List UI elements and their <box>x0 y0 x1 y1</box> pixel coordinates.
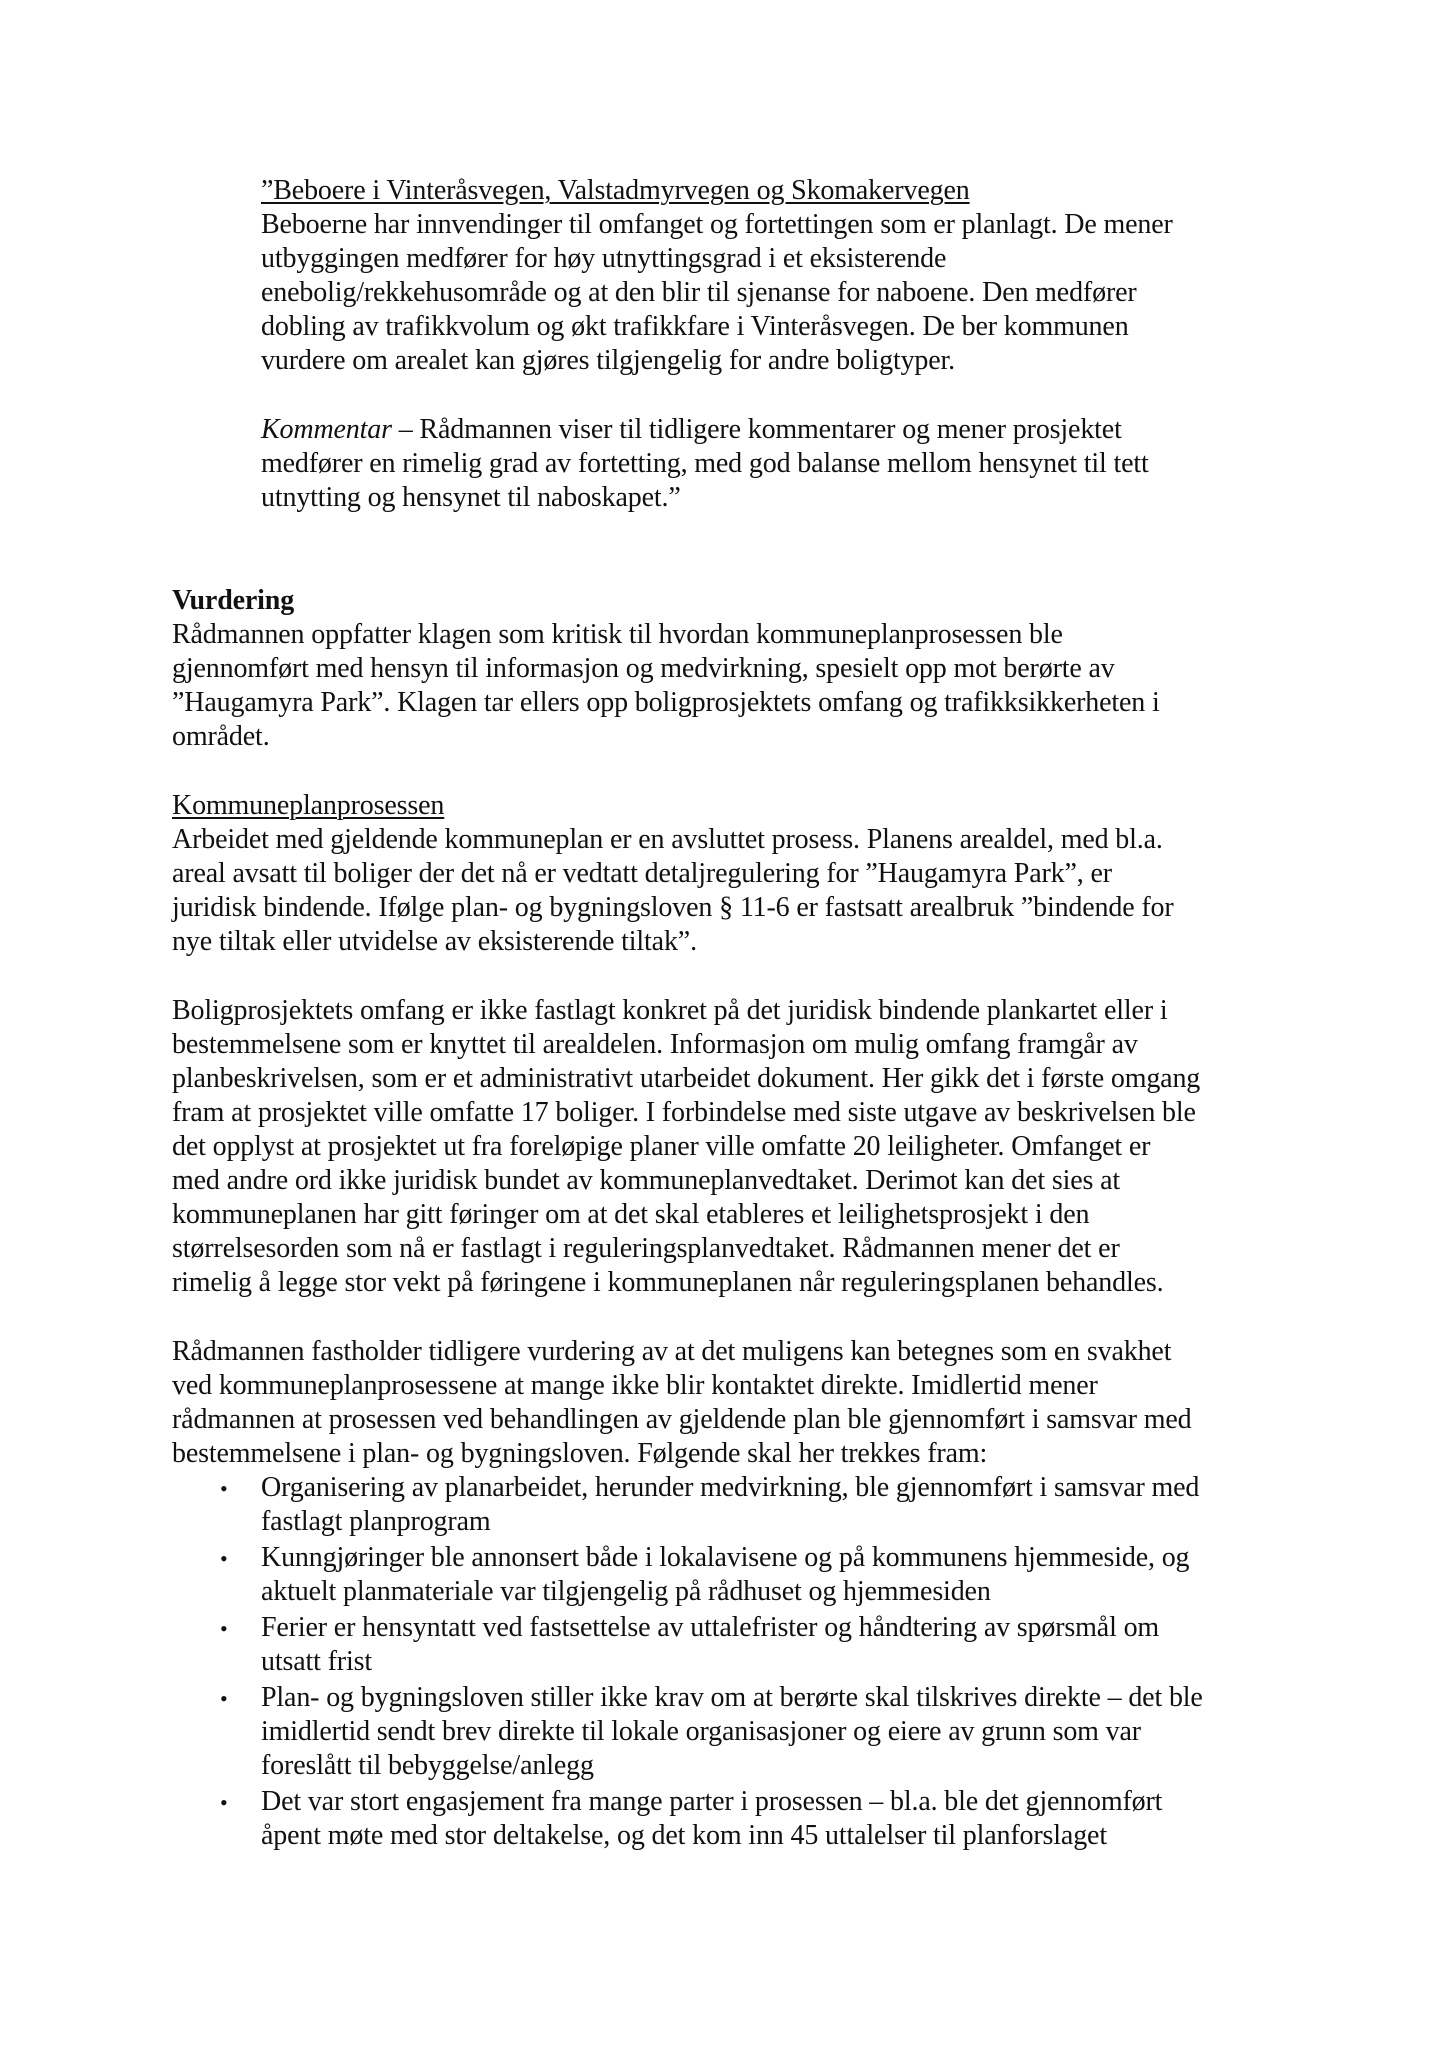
bullet-item-line: foreslått til bebyggelse/anlegg <box>261 1750 594 1781</box>
quote-line: dobling av trafikkvolum og økt trafikkfare i Vinteråsvegen. De ber kommunen <box>261 311 1129 342</box>
bullet-item-line: utsatt frist <box>261 1646 372 1677</box>
bullet-marker: • <box>220 1546 228 1571</box>
paragraph-line: med andre ord ikke juridisk bundet av kommuneplanvedtaket. Derimot kan det sies at <box>172 1165 1120 1196</box>
bullet-item-line: åpent møte med stor deltakelse, og det kom inn 45 uttalelser til planforslaget <box>261 1820 1107 1851</box>
quote-line: Beboerne har innvendinger til omfanget og fortettingen som er planlagt. De mener <box>261 209 1173 240</box>
paragraph-line: Rådmannen fastholder tidligere vurdering av at det muligens kan betegnes som en svakhet <box>172 1336 1172 1367</box>
bullet-item-line: Ferier er hensyntatt ved fastsettelse av uttalefrister og håndtering av spørsmål om <box>261 1612 1160 1643</box>
comment-line <box>261 413 1122 447</box>
bullet-item-line: Plan- og bygningsloven stiller ikke krav om at berørte skal tilskrives direkte – det ble <box>261 1682 1203 1713</box>
paragraph-line: Boligprosjektets omfang er ikke fastlagt konkret på det juridisk bindende plankartet eller i <box>172 995 1168 1026</box>
paragraph-line: juridisk bindende. Ifølge plan- og bygningsloven § 11-6 er fastsatt arealbruk ”bindende for <box>172 892 1174 923</box>
quote-line: utbyggingen medfører for høy utnyttingsgrad i et eksisterende <box>261 243 947 274</box>
subsection-heading: Kommuneplanprosessen <box>172 790 445 821</box>
paragraph-line: størrelsesorden som nå er fastlagt i reguleringsplanvedtaket. Rådmannen mener det er <box>172 1233 1120 1264</box>
bullet-item-line: Kunngjøringer ble annonsert både i lokalavisene og på kommunens hjemmeside, og <box>261 1542 1190 1573</box>
paragraph-line: ”Haugamyra Park”. Klagen tar ellers opp boligprosjektets omfang og trafikksikkerheten i <box>172 687 1160 718</box>
paragraph-line: Arbeidet med gjeldende kommuneplan er en avsluttet prosess. Planens arealdel, med bl.a. <box>172 824 1163 855</box>
bullet-item-line: aktuelt planmateriale var tilgjengelig på rådhuset og hjemmesiden <box>261 1576 991 1607</box>
bullet-marker: • <box>220 1616 228 1641</box>
comment-label: Kommentar <box>261 414 392 445</box>
quote-heading: ”Beboere i Vinteråsvegen, Valstadmyrvegen og Skomakervegen <box>261 175 970 206</box>
paragraph-line: fram at prosjektet ville omfatte 17 boliger. I forbindelse med siste utgave av beskrivelsen ble <box>172 1097 1196 1128</box>
paragraph-line: nye tiltak eller utvidelse av eksisterende tiltak”. <box>172 926 697 957</box>
paragraph-line: bestemmelsene i plan- og bygningsloven. Følgende skal her trekkes fram: <box>172 1438 988 1469</box>
comment-line: medfører en rimelig grad av fortetting, med god balanse mellom hensynet til tett <box>261 448 1149 479</box>
paragraph-line: Rådmannen oppfatter klagen som kritisk til hvordan kommuneplanprosessen ble <box>172 619 1063 650</box>
section-heading-vurdering: Vurdering <box>172 585 295 616</box>
comment-text: – Rådmannen viser til tidligere kommentarer og mener prosjektet <box>391 414 1122 445</box>
bullet-marker: • <box>220 1476 228 1501</box>
paragraph-line: området. <box>172 721 270 752</box>
quote-line: vurdere om arealet kan gjøres tilgjengelig for andre boligtyper. <box>261 345 956 376</box>
bullet-item-line: Det var stort engasjement fra mange parter i prosessen – bl.a. ble det gjennomført <box>261 1786 1163 1817</box>
paragraph-line: bestemmelsene som er knyttet til arealdelen. Informasjon om mulig omfang framgår av <box>172 1029 1138 1060</box>
paragraph-line: gjennomført med hensyn til informasjon og medvirkning, spesielt opp mot berørte av <box>172 653 1115 684</box>
paragraph-line: areal avsatt til boliger der det nå er vedtatt detaljregulering for ”Haugamyra Park”, er <box>172 858 1112 889</box>
quote-line: enebolig/rekkehusområde og at den blir til sjenanse for naboene. Den medfører <box>261 277 1137 308</box>
paragraph-line: det opplyst at prosjektet ut fra foreløpige planer ville omfatte 20 leiligheter. Omfanget er <box>172 1131 1151 1162</box>
paragraph-line: rimelig å legge stor vekt på føringene i kommuneplanen når reguleringsplanen behandles. <box>172 1267 1164 1298</box>
paragraph-line: rådmannen at prosessen ved behandlingen av gjeldende plan ble gjennomført i samsvar med <box>172 1404 1192 1435</box>
bullet-marker: • <box>220 1686 228 1711</box>
comment-line: utnytting og hensynet til naboskapet.” <box>261 482 681 513</box>
bullet-marker: • <box>220 1790 228 1815</box>
bullet-item-line: imidlertid sendt brev direkte til lokale organisasjoner og eiere av grunn som var <box>261 1716 1141 1747</box>
paragraph-line: ved kommuneplanprosessene at mange ikke blir kontaktet direkte. Imidlertid mener <box>172 1370 1098 1401</box>
bullet-item-line: fastlagt planprogram <box>261 1506 491 1537</box>
bullet-item-line: Organisering av planarbeidet, herunder medvirkning, ble gjennomført i samsvar med <box>261 1472 1200 1503</box>
paragraph-line: kommuneplanen har gitt føringer om at det skal etableres et leilighetsprosjekt i den <box>172 1199 1090 1230</box>
paragraph-line: planbeskrivelsen, som er et administrativt utarbeidet dokument. Her gikk det i første omgang <box>172 1063 1201 1094</box>
